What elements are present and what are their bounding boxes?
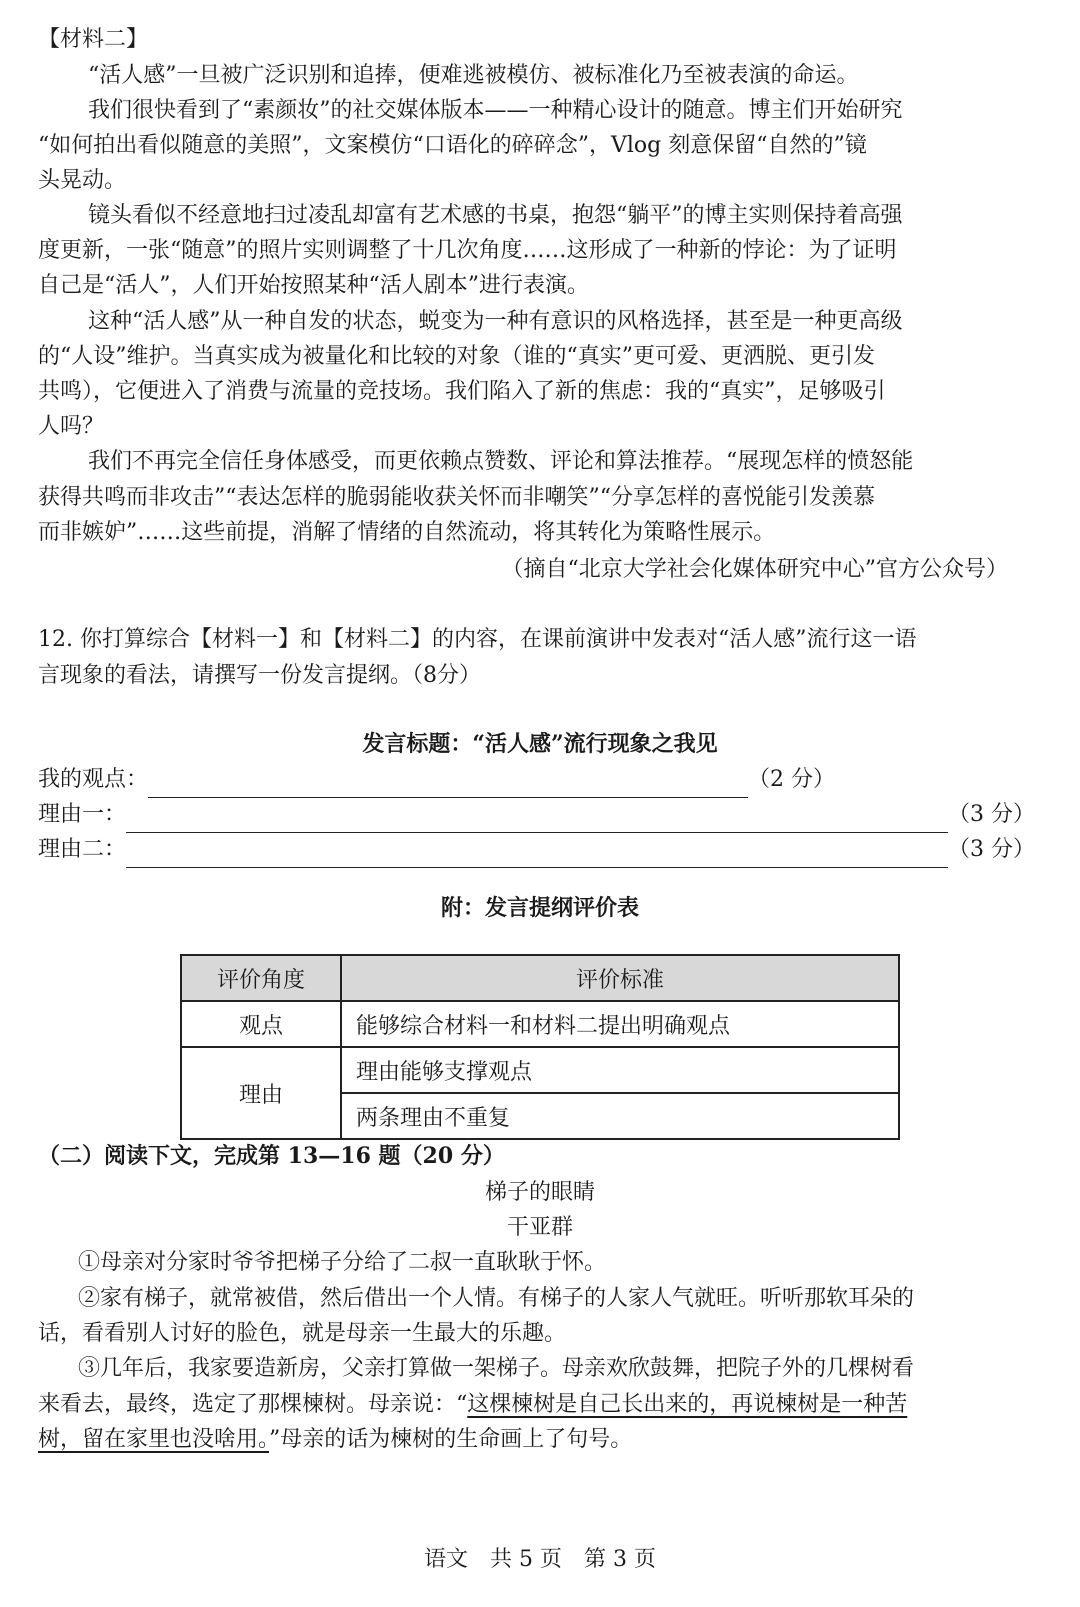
material2-heading: 【材料二】	[38, 27, 149, 52]
rubric-criterion-viewpoint: 能够综合材料一和材料二提出明确观点	[341, 1001, 899, 1047]
paragraph-3-line-1: ③几年后，我家要造新房，父亲打算做一架梯子。母亲欢欣鼓舞，把院子外的几棵树看	[78, 1356, 915, 1381]
material2-line-10: 共鸣），它便进入了消费与流量的竞技场。我们陷入了新的焦虑：我的“真实”，足够吸引	[38, 379, 886, 404]
paragraph-3-line-3	[38, 1422, 632, 1458]
material2-line-3: “如何拍出看似随意的美照”，文案模仿“口语化的碎碎念”，Vlog 刻意保留“自然的”镜	[38, 133, 867, 158]
material2-line-13: 获得共鸣而非攻击”“表达怎样的脆弱能收获关怀而非嘲笑”“分享怎样的喜悦能引发羡慕	[38, 485, 875, 510]
rubric-angle-reason: 理由	[181, 1047, 341, 1139]
rubric-row-viewpoint	[181, 1001, 899, 1047]
paragraph-3-line-2-text: 来看去，最终，选定了那棵楝树。母亲说：“	[38, 1392, 468, 1417]
material2-line-5: 镜头看似不经意地扫过凌乱却富有艺术感的书桌，抱怨“躺平”的博主实则保持着高强	[88, 203, 903, 228]
paragraph-3-line-2	[38, 1387, 907, 1423]
page-footer: 语文 共 5 页 第 3 页	[424, 1547, 656, 1572]
rubric-criterion-reason-2: 两条理由不重复	[341, 1093, 899, 1139]
material2-line-8: 这种“活人感”从一种自发的状态，蜕变为一种有意识的风格选择，甚至是一种更高级	[88, 309, 903, 334]
paragraph-2-line-2: 话，看看别人讨好的脸色，就是母亲一生最大的乐趣。	[38, 1321, 567, 1346]
material2-line-7: 自己是“活人”，人们开始按照某种“活人剧本”进行表演。	[38, 273, 589, 298]
viewpoint-label: 我的观点：	[38, 767, 149, 792]
story-author: 干亚群	[506, 1215, 573, 1240]
reason2-answer-blank[interactable]	[126, 843, 948, 868]
viewpoint-points: （2 分）	[748, 767, 836, 792]
rubric-title: 附：发言提纲评价表	[440, 895, 639, 921]
rubric-angle-viewpoint: 观点	[181, 1001, 341, 1047]
material2-line-6: 度更新，一张“随意”的照片实则调整了十几次角度……这形成了一种新的悖论：为了证明	[38, 238, 897, 263]
reason2-label: 理由二：	[38, 837, 127, 862]
reason1-field	[38, 797, 1035, 833]
material2-line-14: 而非嫉妒”……这些前提，消解了情绪的自然流动，将其转化为策略性展示。	[38, 520, 776, 545]
viewpoint-field	[38, 762, 835, 798]
speech-title: 发言标题：“活人感”流行现象之我见	[362, 731, 718, 757]
material2-line-4: 头晃动。	[38, 168, 127, 193]
material2-line-1: “活人感”一旦被广泛识别和追捧，便难逃被模仿、被标准化乃至被表演的命运。	[88, 63, 859, 88]
paragraph-1: ①母亲对分家时爷爷把梯子分给了二叔一直耿耿于怀。	[78, 1250, 607, 1275]
reason2-points: （3 分）	[948, 837, 1036, 862]
material2-line-11: 人吗？	[38, 414, 105, 439]
reason2-field	[38, 832, 1035, 868]
question12-line-2: 言现象的看法，请撰写一份发言提纲。（8分）	[38, 663, 481, 688]
material2-line-2: 我们很快看到了“素颜妆”的社交媒体版本——一种精心设计的随意。博主们开始研究	[88, 98, 903, 123]
reason1-points: （3 分）	[948, 802, 1036, 827]
section2-heading: （二）阅读下文，完成第 13—16 题（20 分）	[38, 1143, 505, 1169]
underlined-quote-part-2: 树，留在家里也没啥用。	[38, 1427, 270, 1452]
paragraph-2-line-1: ②家有梯子，就常被借，然后借出一个人情。有梯子的人家人气就旺。听听那软耳朵的	[78, 1286, 915, 1311]
rubric-criterion-reason-1: 理由能够支撑观点	[341, 1047, 899, 1093]
material2-source: （摘自“北京大学社会化媒体研究中心”官方公众号）	[501, 557, 1008, 582]
paragraph-3-line-3-text: ”母亲的话为楝树的生命画上了句号。	[269, 1427, 633, 1452]
material2-line-12: 我们不再完全信任身体感受，而更依赖点赞数、评论和算法推荐。“展现怎样的愤怒能	[88, 449, 914, 474]
rubric-header-angle: 评价角度	[181, 955, 341, 1001]
story-title: 梯子的眼睛	[484, 1180, 595, 1205]
rubric-header-row	[181, 955, 899, 1001]
viewpoint-answer-blank[interactable]	[148, 773, 748, 798]
rubric-header-criteria: 评价标准	[341, 955, 899, 1001]
material2-line-9: 的“人设”维护。当真实成为被量化和比较的对象（谁的“真实”更可爱、更洒脱、更引发	[38, 344, 875, 369]
reason1-answer-blank[interactable]	[126, 808, 948, 833]
underlined-quote-part-1: 这棵楝树是自己长出来的，再说楝树是一种苦	[467, 1392, 908, 1417]
reason1-label: 理由一：	[38, 802, 127, 827]
rubric-row-reason-1	[181, 1047, 899, 1093]
question12-line-1: 12. 你打算综合【材料一】和【材料二】的内容，在课前演讲中发表对“活人感”流行这一语	[38, 627, 917, 652]
rubric-table	[180, 954, 900, 1140]
